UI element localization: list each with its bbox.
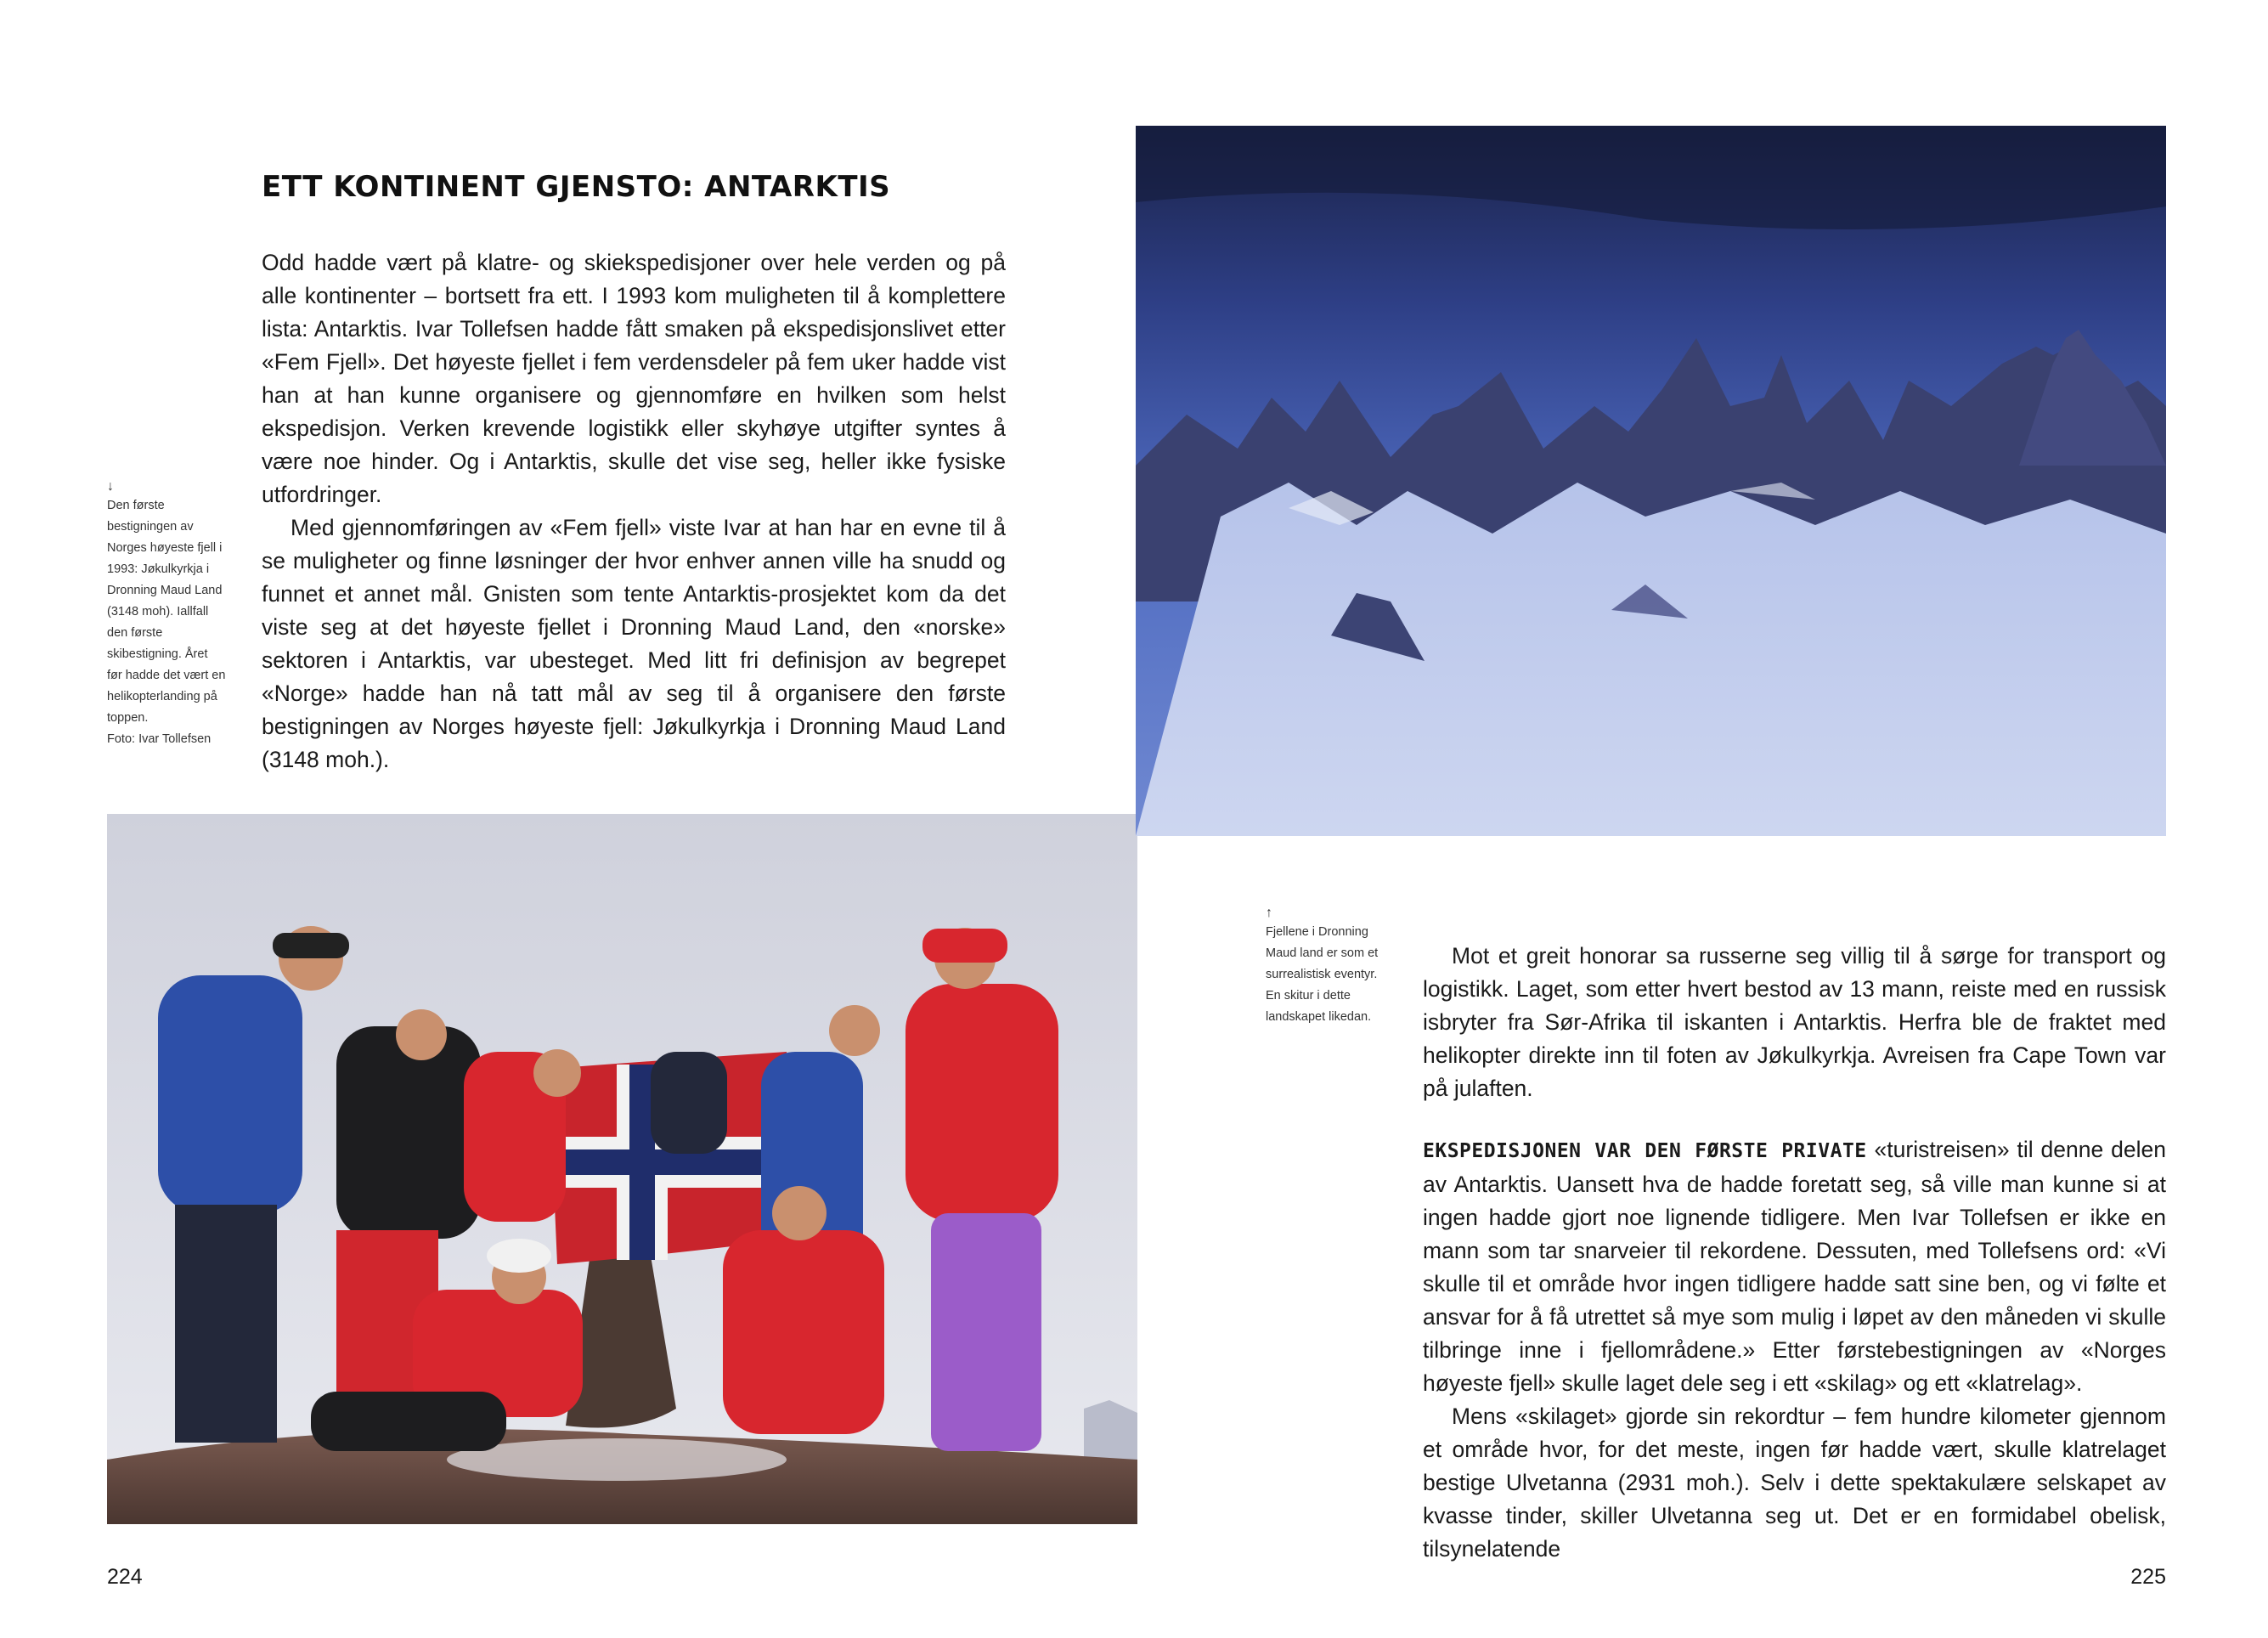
paragraph-text: «turistreisen» til denne delen av Antarktis. Uansett hva de hadde foretatt seg, så ville man kunne si at ingen hadde gjort noe lignende tidligere. Men Ivar Tollefsen er ikke en mann som tar snarveier til rekordene. Dessuten, med Tollefsens ord: «Vi skulle til et område hvor ingen tidligere hadde satt sine ben, og vi følte et ansvar for å få utrettet så mye som mulig i løpet av den måneden vi skulle tilbringe inne i fjellområdene.» Etter førstebestigningen av «Norges høyeste fjell» skulle laget dele seg i ett «skilag» og ett «klatrelag». xyxy=(1423,1137,2166,1396)
photo-caption-mountains-text xyxy=(1266,905,1393,1028)
run-in-heading: EKSPEDISJONEN VAR DEN FØRSTE PRIVATE xyxy=(1423,1140,1867,1162)
photo-caption-summit xyxy=(107,478,226,750)
arrow-up-icon: ↑ xyxy=(1266,906,1272,920)
caption-text: Fjellene i Dronning Maud land er som et surrealistisk eventyr. En skitur i dette landskapet likedan. xyxy=(1266,925,1379,1024)
chapter-heading: ETT KONTINENT GJENSTO: ANTARKTIS xyxy=(262,170,891,204)
paragraph xyxy=(1423,1133,2166,1400)
page-number-right: 225 xyxy=(2130,1565,2166,1589)
page-number-left: 224 xyxy=(107,1565,143,1589)
summit-photo xyxy=(107,814,1137,1524)
right-body-text xyxy=(1423,940,2166,1566)
paragraph: Mot et greit honorar sa russerne seg villig til å sørge for transport og logistikk. Laget, som etter hvert bestod av 13 mann, reiste med en russisk isbryter fra Sør-Afrika til iskanten i Antarktis. Herfra ble de fraktet med helikopter direkte inn til foten av Jøkulkyrkja. Avreisen fra Cape Town var på julaften. xyxy=(1423,943,2166,1101)
left-body-text xyxy=(262,246,1006,777)
photo-credit: Foto: Ivar Tollefsen xyxy=(107,732,212,746)
paragraph: Odd hadde vært på klatre- og skiekspedisjoner over hele verden og på alle kontinenter – bortsett fra ett. I 1993 kom muligheten til å komplettere lista: Antarktis. Ivar Tollefsen hadde fått smaken på ekspedisjonslivet etter «Fem Fjell». Det høyeste fjellet i fem verdensdeler på fem uker hadde vist han at han kunne organisere og gjennomføre en hvilken som helst ekspedisjon. Verken krevende logistikk eller skyhøye utgifter syntes å være noe hinder. Og i Antarktis, skulle det vise seg, heller ikke fysiske utfordringer. xyxy=(262,250,1006,507)
arrow-down-icon: ↓ xyxy=(107,479,114,494)
paragraph: Med gjennomføringen av «Fem fjell» viste Ivar at han har en evne til å se muligheter og finne løsninger der hvor enhver annen ville ha snudd og funnet et annet mål. Gnisten som tente Antarktis-prosjektet kom da det viste seg at det høyeste fjellet i Dronning Maud Land, den «norske» sektoren i Antarktis, var ubesteget. Med litt fri definisjon av begrepet «Norge» hadde han nå tatt mål av seg til å organisere den første bestigningen av Norges høyeste fjell: Jøkulkyrkja i Dronning Maud Land (3148 moh.). xyxy=(262,515,1006,772)
caption-text: Den første bestigningen av Norges høyeste fjell i 1993: Jøkulkyrkja i Dronning Maud Land (3148 moh). Iallfall den første skibestigning. Året før hadde det vært en helikopterlanding på toppen. xyxy=(107,499,226,725)
paragraph: Mens «skilaget» gjorde sin rekordtur – fem hundre kilometer gjennom et område hvor, for det meste, ingen før hadde vært, skulle klatrelaget bestige Ulvetanna (2931 moh.). Selv i dette spektakulære selskapet av kvasse tinder, skiller Ulvetanna seg ut. Det er en formidabel obelisk, tilsynelatende xyxy=(1423,1404,2166,1562)
mountains-photo xyxy=(1136,126,2166,836)
